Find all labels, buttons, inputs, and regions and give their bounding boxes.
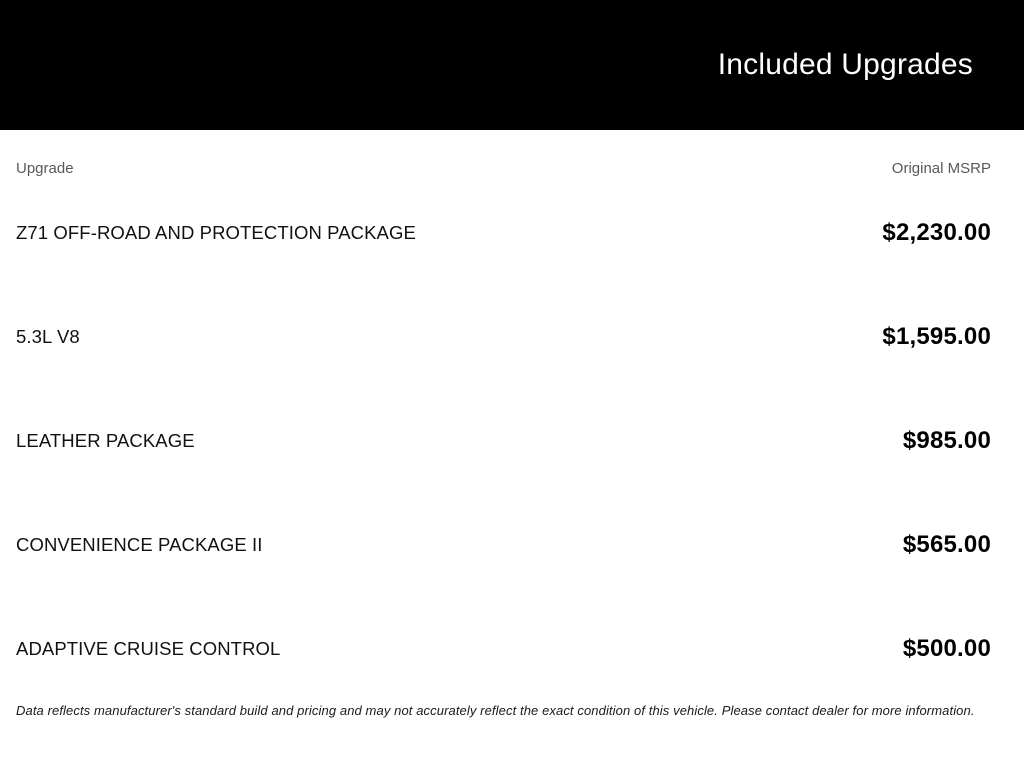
column-header-msrp: Original MSRP [891,160,991,177]
upgrade-msrp: $1,595.00 [882,323,991,350]
upgrade-msrp: $2,230.00 [882,219,991,246]
upgrade-msrp: $985.00 [902,427,991,454]
upgrade-name: Z71 OFF-ROAD AND PROTECTION PACKAGE [16,222,416,243]
upgrade-msrp: $565.00 [902,531,991,558]
table-row [16,389,991,493]
table-row [16,597,991,701]
upgrade-name: LEATHER PACKAGE [16,430,195,451]
table-header-row [16,161,991,177]
upgrade-msrp: $500.00 [902,635,991,662]
upgrade-name: 5.3L V8 [16,326,80,347]
column-header-upgrade: Upgrade [16,160,74,177]
upgrades-table [0,161,1024,718]
table-row [16,285,991,389]
table-body [16,181,991,701]
table-row [16,493,991,597]
page-header [0,0,1024,130]
table-row [16,181,991,285]
page-title: Included Upgrades [717,48,973,81]
upgrade-name: CONVENIENCE PACKAGE II [16,534,263,555]
disclaimer-text: Data reflects manufacturer's standard build and pricing and may not accurately reflect the exact condition of this vehicle. Please contact dealer for more information. [16,703,975,718]
upgrade-name: ADAPTIVE CRUISE CONTROL [16,638,281,659]
